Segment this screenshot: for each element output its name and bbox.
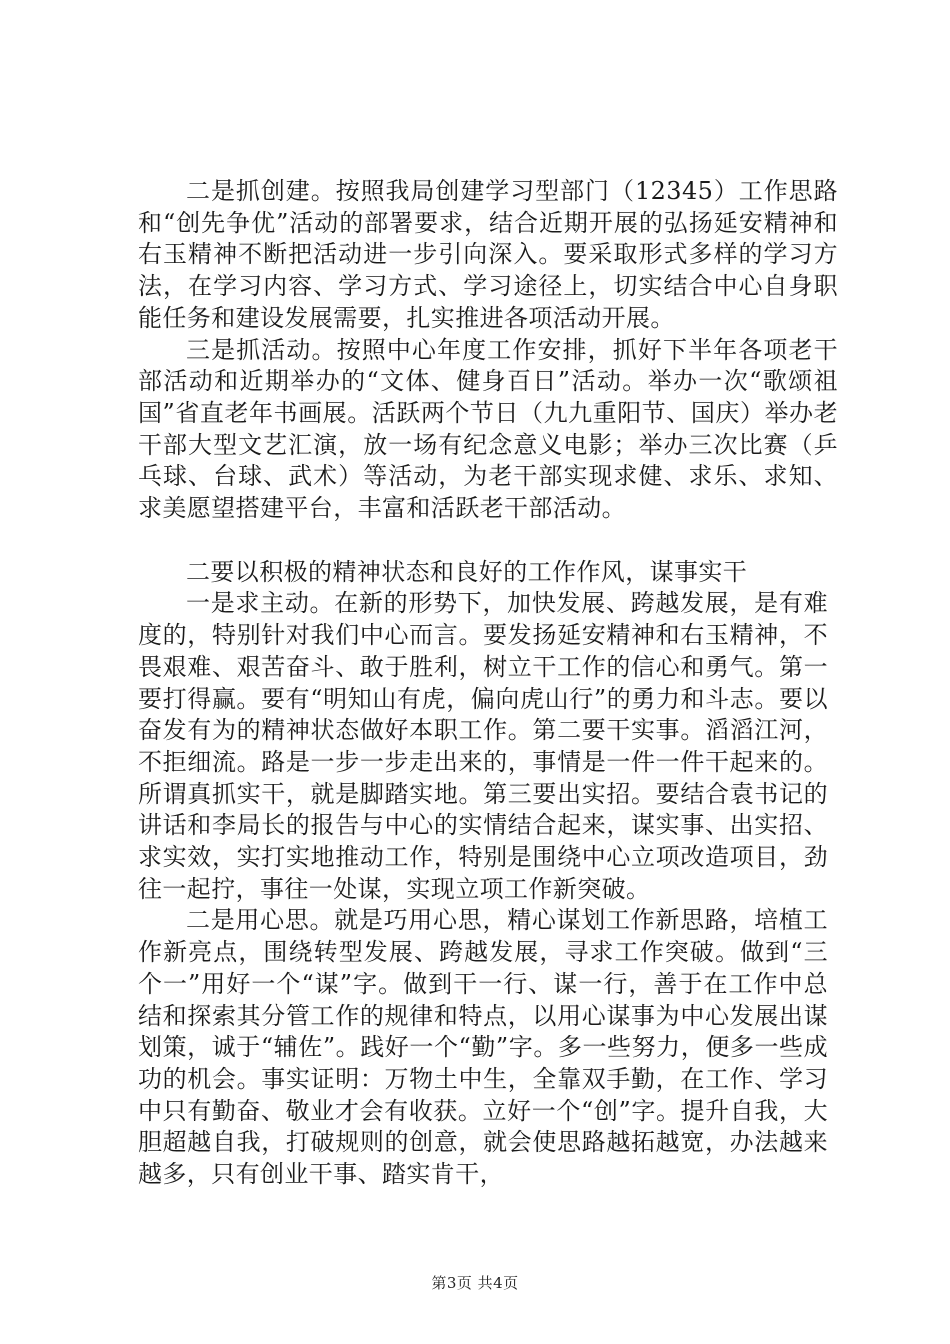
paragraph-spacer: [138, 525, 838, 557]
document-body: [138, 176, 838, 1191]
paragraph-create: 二是抓创建。按照我局创建学习型部门（12345）工作思路和“创先争优”活动的部署要求，结合近期开展的弘扬延安精神和右玉精神不断把活动进一步引向深入。要采取形式多样的学习方法，在学习内容、学习方式、学习途径上，切实结合中心自身职能任务和建设发展需要，扎实推进各项活动开展。: [138, 177, 838, 332]
paragraph-activities: 三是抓活动。按照中心年度工作安排，抓好下半年各项老干部活动和近期举办的“文体、健身百日”活动。举办一次“歌颂祖国”省直老年书画展。活跃两个节日（九九重阳节、国庆）举办老干部大型文艺汇演，放一场有纪念意义电影；举办三次比赛（乒乓球、台球、武术）等活动，为老干部实现求健、求乐、求知、求美愿望搭建平台，丰富和活跃老干部活动。: [138, 335, 838, 523]
section-heading-work-style: 二要以积极的精神状态和良好的工作作风，谋事实干: [186, 557, 748, 586]
paragraph-mindset: 二是用心思。就是巧用心思，精心谋划工作新思路，培植工作新亮点，围绕转型发展、跨越发展，寻求工作突破。做到“三个一”用好一个“谋”字。做到干一行、谋一行，善于在工作中总结和探索其分管工作的规律和特点，以用心谋事为中心发展出谋划策，诚于“辅佐”。践好一个“勤”字。多一些努力，便多一些成功的机会。事实证明：万物土中生，全靠双手勤，在工作、学习中只有勤奋、敬业才会有收获。立好一个“创”字。提升自我，大胆超越自我，打破规则的创意，就会使思路越拓越宽，办法越来越多，只有创业干事、踏实肯干，: [138, 906, 828, 1189]
page-number-footer: 第3页 共4页: [431, 1274, 519, 1292]
paragraph-initiative: 一是求主动。在新的形势下，加快发展、跨越发展，是有难度的，特别针对我们中心而言。要发扬延安精神和右玉精神，不畏艰难、艰苦奋斗、敢于胜利，树立干工作的信心和勇气。第一要打得赢。要有“明知山有虎，偏向虎山行”的勇力和斗志。要以奋发有为的精神状态做好本职工作。第二要干实事。滔滔江河，不拒细流。路是一步一步走出来的，事情是一件一件干起来的。所谓真抓实干，就是脚踏实地。第三要出实招。要结合袁书记的讲话和李局长的报告与中心的实情结合起来，谋实事、出实招、求实效，实打实地推动工作，特别是围绕中心立项改造项目，劲往一起拧，事往一处谋，实现立项工作新突破。: [138, 589, 828, 903]
